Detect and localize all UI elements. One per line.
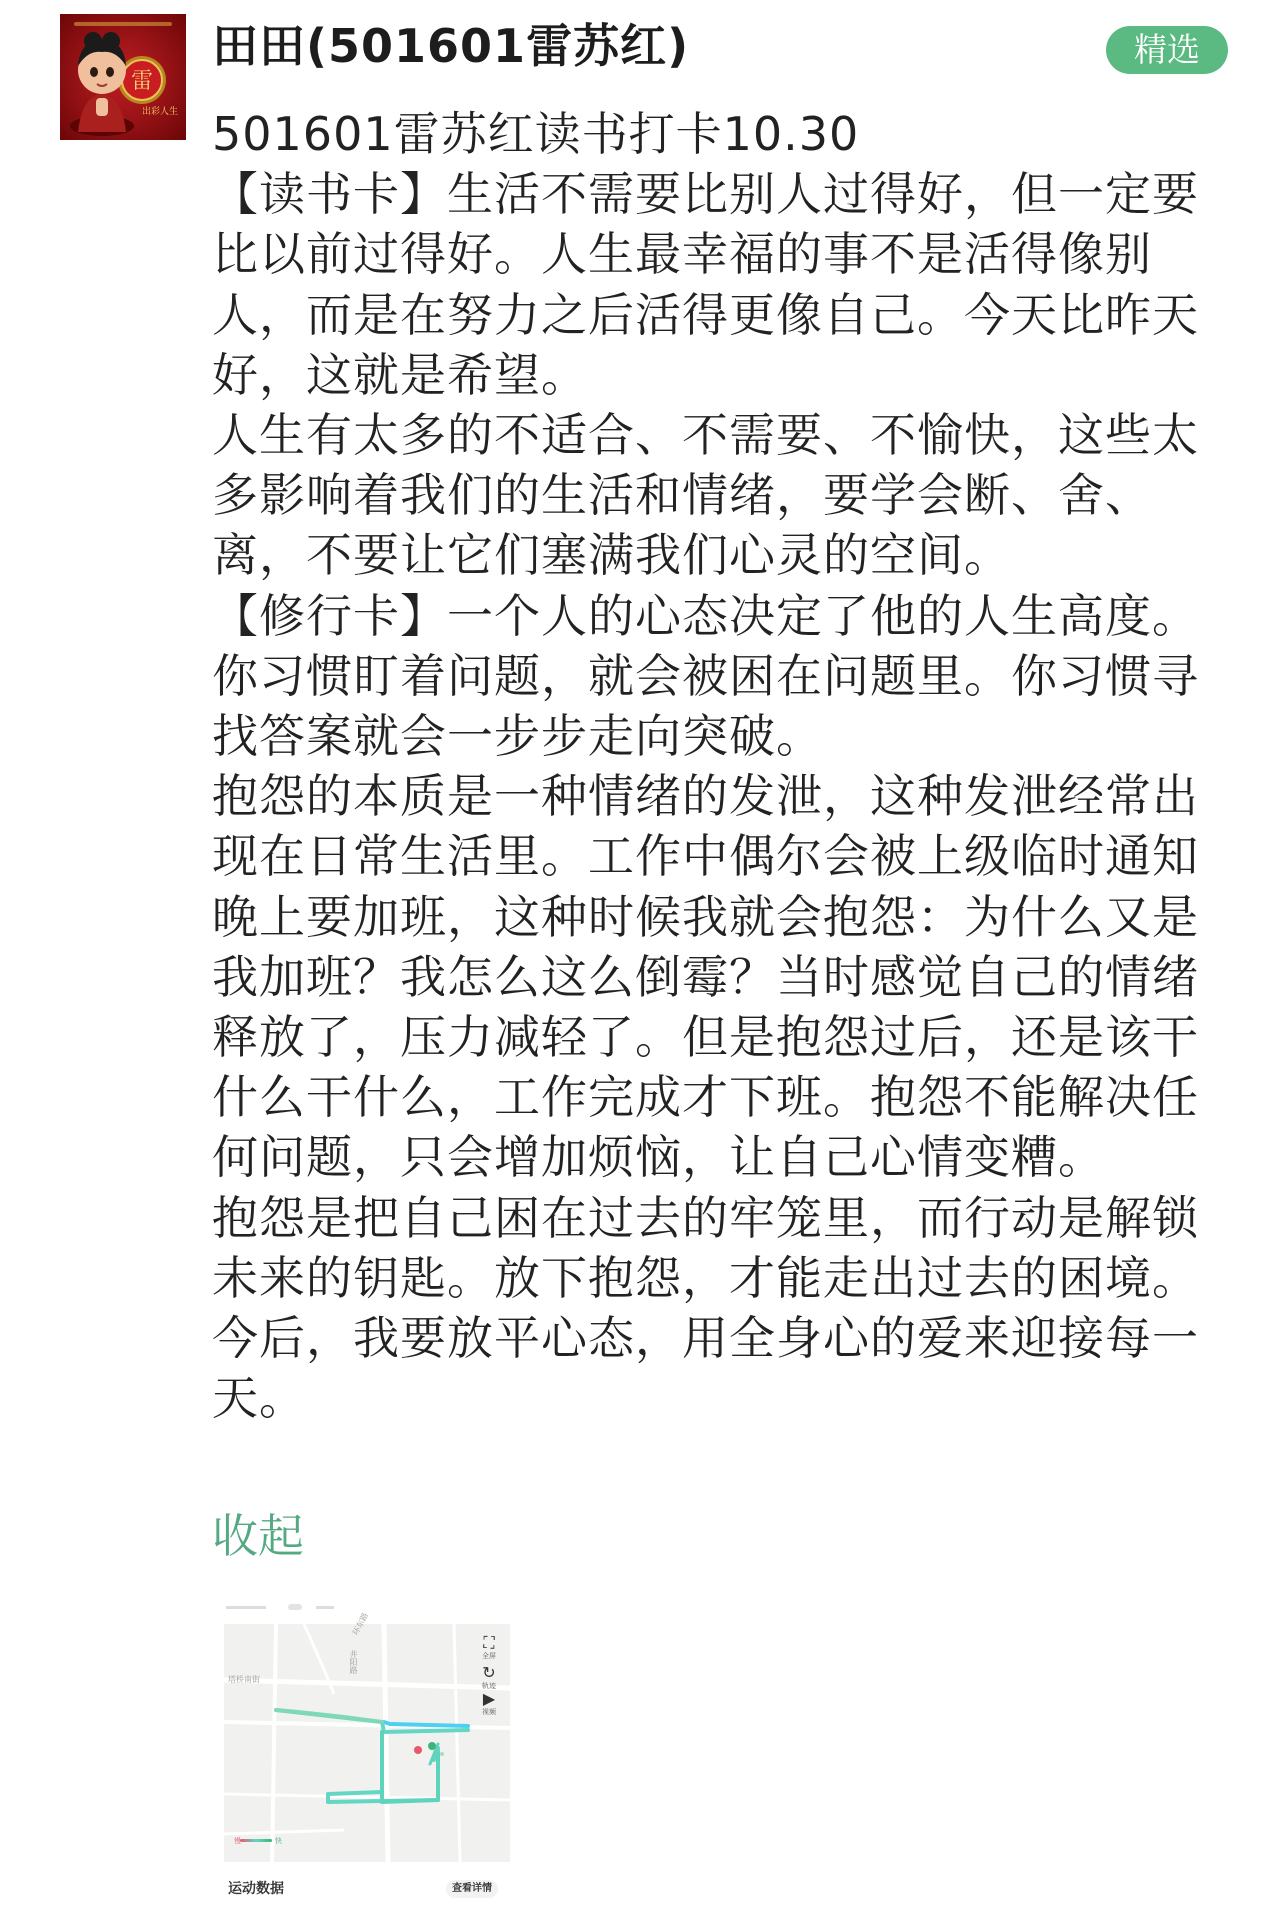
- avatar[interactable]: [60, 14, 186, 140]
- post-username[interactable]: 田田(501601雷苏红): [212, 19, 690, 73]
- speed-legend-slow: 慢: [234, 1837, 241, 1845]
- card-top-strip: [222, 1600, 502, 1612]
- map-road-label: 塔桥南街: [228, 1675, 260, 1684]
- sport-data-title: 运动数据: [228, 1881, 284, 1897]
- route-start-dot: [414, 1746, 422, 1754]
- post-paragraph: 人生有太多的不适合、不需要、不愉快，这些太多影响着我们的生活和情绪，要学会断、舍、离，不要让它们塞满我们心灵的空间。: [212, 408, 1199, 583]
- post-paragraph: 抱怨是把自己困在过去的牢笼里，而行动是解锁未来的钥匙。放下抱怨，才能走出过去的困境。今后，我要放平心态，用全身心的爱来迎接每一天。: [212, 1190, 1199, 1426]
- track-label: 轨迹: [482, 1682, 496, 1690]
- video-button[interactable]: [476, 1690, 502, 1717]
- avatar-image: [60, 14, 186, 140]
- post-content: [212, 104, 1202, 1428]
- video-label: 视频: [482, 1708, 496, 1716]
- sport-route-card[interactable]: [212, 1600, 512, 1920]
- fullscreen-icon: ⛶: [483, 1633, 495, 1652]
- fullscreen-button[interactable]: [476, 1634, 502, 1661]
- fullscreen-label: 全屏: [482, 1652, 496, 1660]
- post-paragraph: 501601雷苏红读书打卡10.30: [212, 107, 860, 161]
- refresh-icon: ↻: [482, 1663, 496, 1682]
- map-road-label: 井阳路: [349, 1650, 358, 1674]
- speed-legend-bar: [240, 1839, 272, 1842]
- map-canvas: [224, 1624, 510, 1862]
- avatar-caption: 出彩人生: [141, 107, 179, 117]
- speed-legend-fast: 快: [275, 1837, 282, 1845]
- view-details-button[interactable]: 查看详情: [446, 1880, 498, 1898]
- map-road-label: 环东路: [350, 1611, 371, 1637]
- route-map[interactable]: [224, 1611, 510, 1862]
- avatar-char: 雷: [130, 69, 154, 94]
- sport-card-footer: [224, 1874, 510, 1904]
- collapse-link[interactable]: 收起: [212, 1509, 304, 1563]
- play-icon: ▶: [482, 1689, 496, 1708]
- track-button[interactable]: [476, 1664, 502, 1691]
- post-paragraph: 抱怨的本质是一种情绪的发泄，这种发泄经常出现在日常生活里。工作中偶尔会被上级临时通知晚上要加班，这种时候我就会抱怨：为什么又是我加班？我怎么这么倒霉？当时感觉自己的情绪释放了，压力减轻了。但是抱怨过后，还是该干什么干什么，工作完成才下班。抱怨不能解决任何问题，只会增加烦恼，让自己心情变糟。: [212, 769, 1199, 1185]
- post-paragraph: 【修行卡】一个人的心态决定了他的人生高度。你习惯盯着问题，就会被困在问题里。你习惯寻找答案就会一步步走向突破。: [212, 588, 1199, 764]
- featured-badge: 精选: [1106, 26, 1228, 74]
- post-paragraph: 【读书卡】生活不需要比别人过得好，但一定要比以前过得好。人生最幸福的事不是活得像别人，而是在努力之后活得更像自己。今天比昨天好，这就是希望。: [212, 167, 1199, 402]
- route-end-dot: [428, 1742, 436, 1750]
